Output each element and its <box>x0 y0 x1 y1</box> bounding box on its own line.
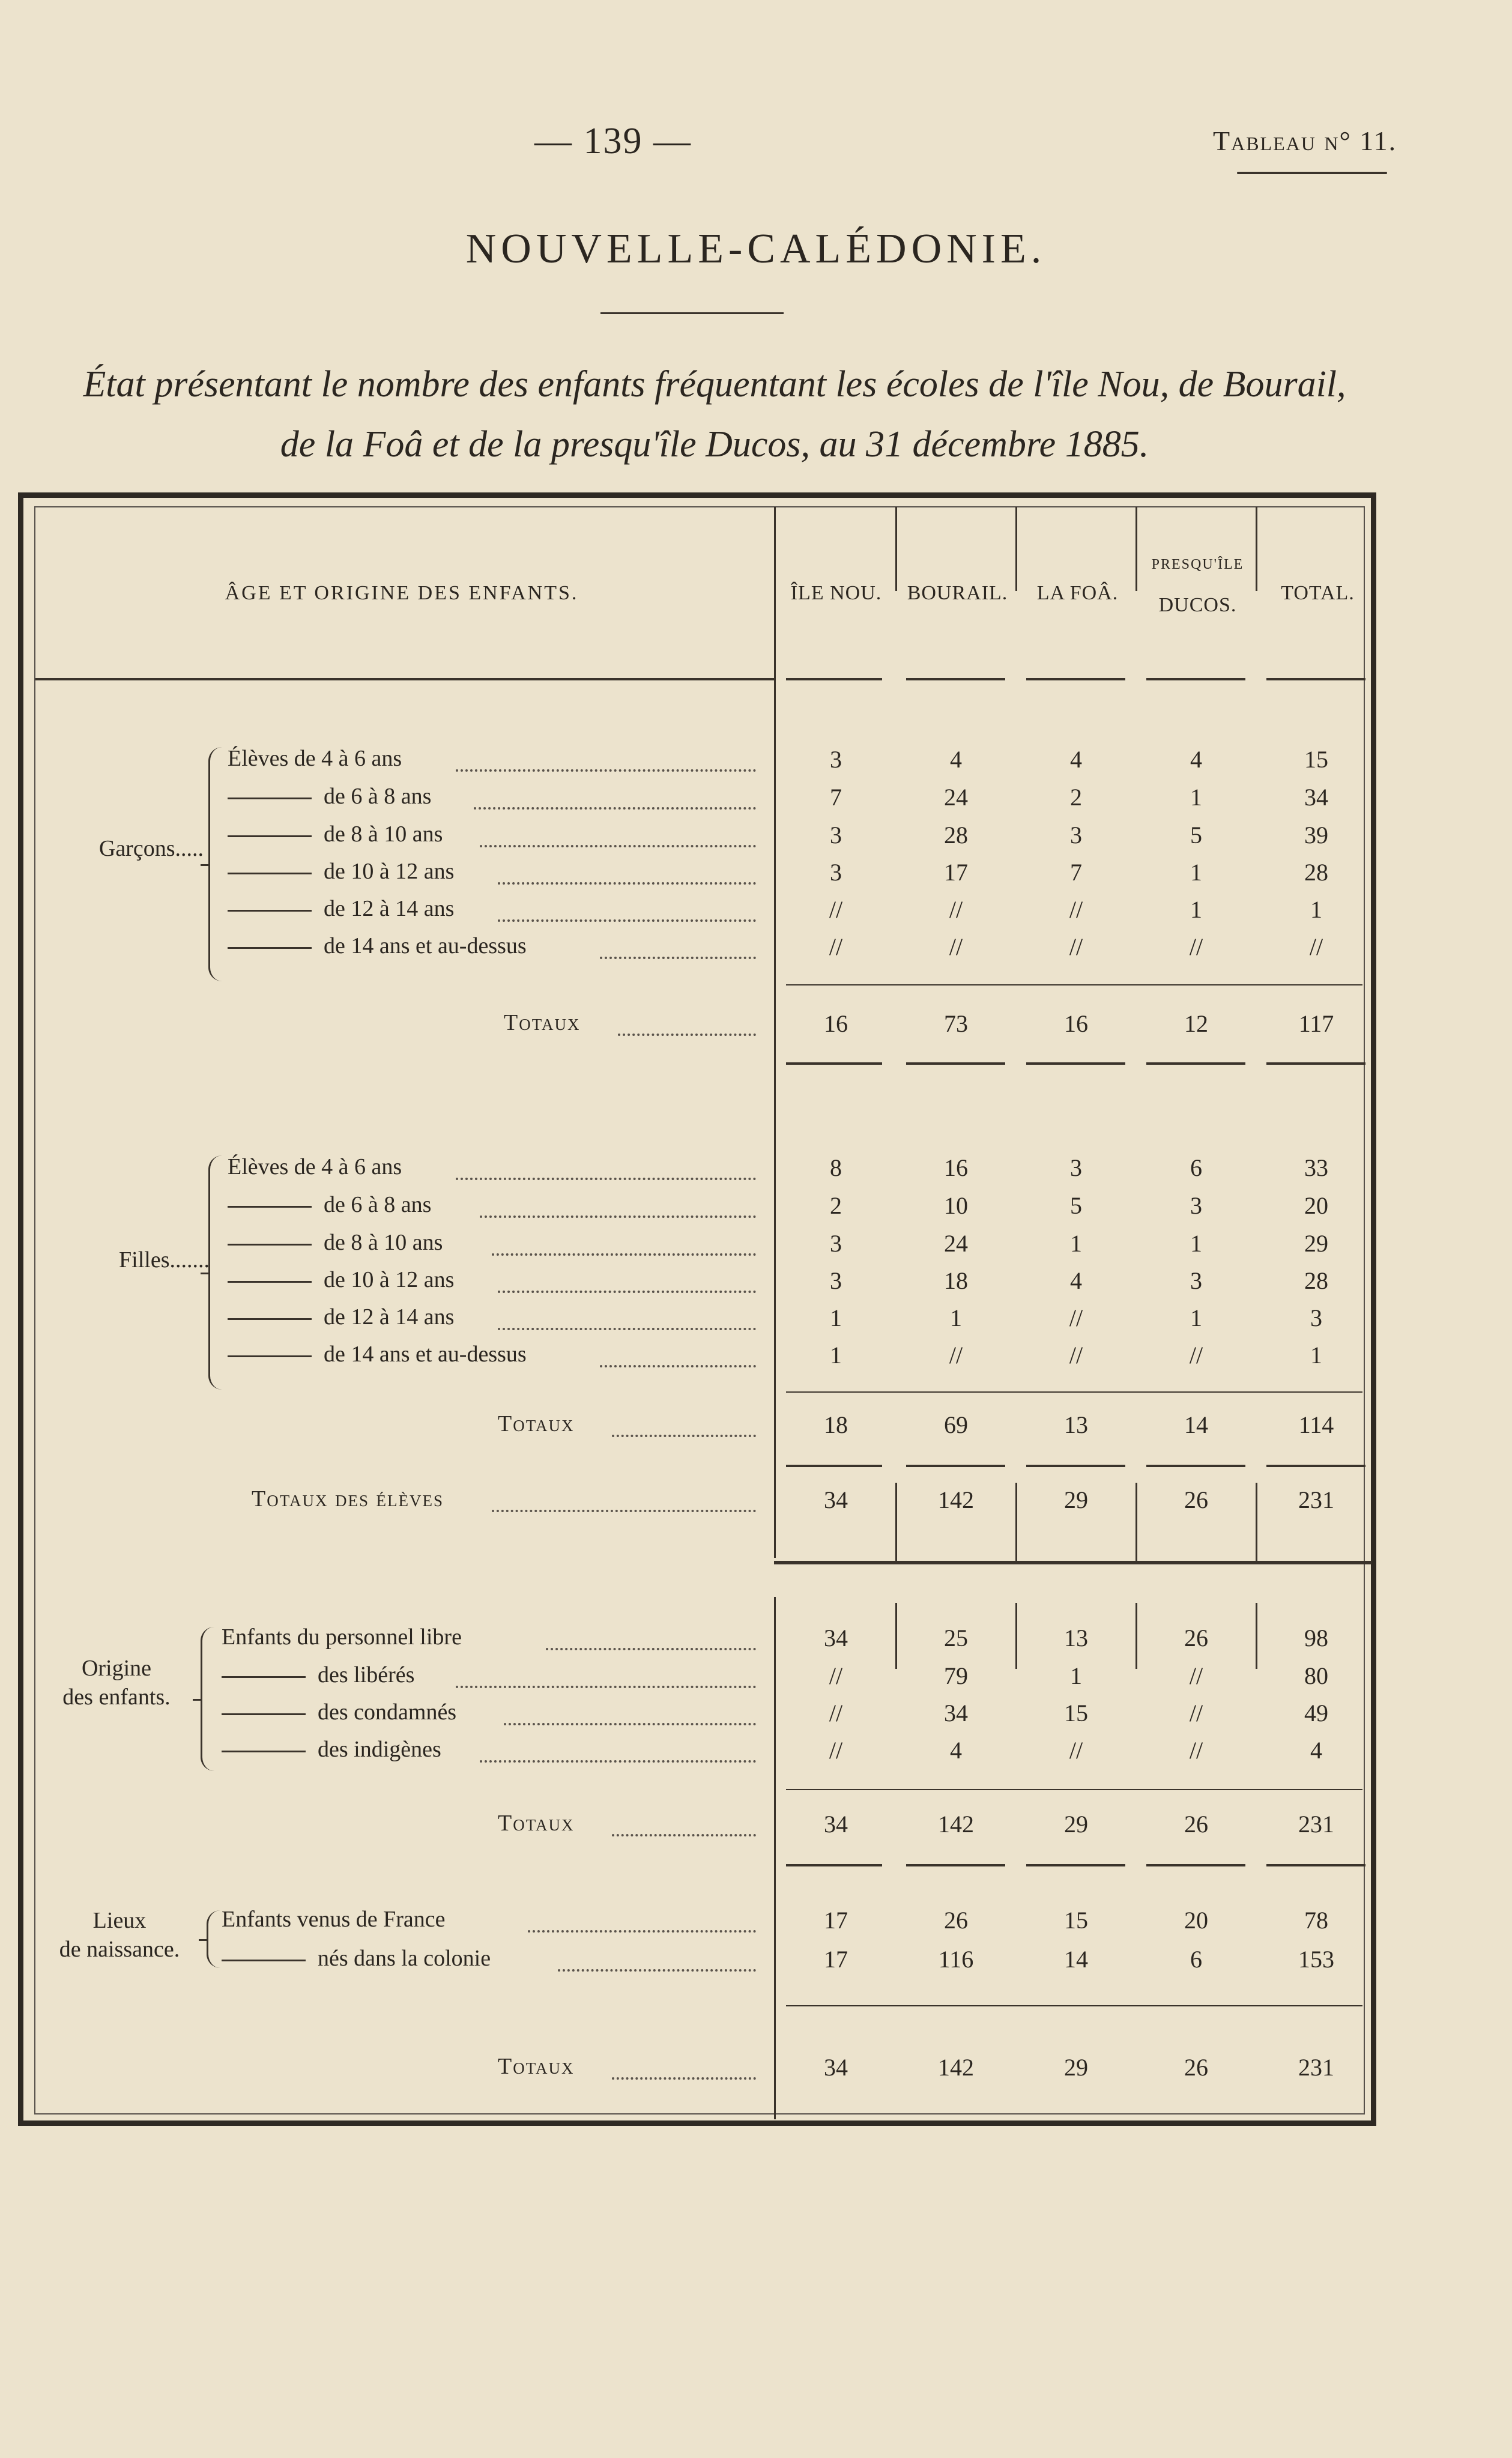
cell-bourail: 28 <box>944 822 968 849</box>
cell-la-foa: 3 <box>1070 1154 1082 1181</box>
cell-ile-nou: 17 <box>824 1946 848 1973</box>
cell-ile-nou: 3 <box>830 822 842 849</box>
totals-label-text: Totaux des élèves <box>252 1486 444 1512</box>
row-label <box>228 895 454 922</box>
cell-bourail: 26 <box>944 1907 968 1934</box>
cell-bourail: 18 <box>944 1267 968 1294</box>
cell-la-foa: 5 <box>1070 1192 1082 1219</box>
leader-dots <box>600 933 756 959</box>
cell-total: // <box>1309 933 1323 960</box>
section-rule <box>1026 1062 1125 1065</box>
row-label-text: des libérés <box>318 1662 415 1688</box>
cell-total: 28 <box>1304 1267 1328 1294</box>
cell-bourail: 34 <box>944 1700 968 1727</box>
ditto-dash <box>222 1751 306 1752</box>
cell-ducos: // <box>1189 933 1203 960</box>
header-rule <box>35 678 774 680</box>
cell-total: 20 <box>1304 1192 1328 1219</box>
naissance-line-2: de naissance. <box>59 1937 180 1962</box>
cell-ducos: // <box>1189 1342 1203 1369</box>
leader-dots <box>600 1341 756 1367</box>
cell-bourail: 73 <box>944 1010 968 1037</box>
tableau-reference: Tableau n° 11. <box>1213 126 1397 156</box>
cell-total: 49 <box>1304 1700 1328 1727</box>
cell-la-foa: 7 <box>1070 859 1082 886</box>
leader-dots <box>546 1624 756 1650</box>
column-header-ducos-bottom: DUCOS. <box>1158 594 1237 616</box>
column-header-bourail: BOURAIL. <box>907 582 1008 604</box>
header-rule <box>1146 678 1245 680</box>
cell-total: 15 <box>1304 746 1328 773</box>
cell-total: 231 <box>1298 1811 1334 1838</box>
cell-total: 39 <box>1304 822 1328 849</box>
cell-total: 80 <box>1304 1662 1328 1689</box>
row-label <box>228 1341 527 1367</box>
ditto-dash <box>228 1355 312 1357</box>
row-label: Enfants du personnel libre <box>222 1624 462 1650</box>
cell-bourail: 24 <box>944 784 968 811</box>
row-label-text: nés dans la colonie <box>318 1946 491 1971</box>
cell-total: 231 <box>1298 2054 1334 2081</box>
row-label <box>228 821 443 847</box>
row-label <box>222 1736 441 1763</box>
cell-ile-nou: // <box>829 1700 843 1727</box>
leader-dots <box>474 783 756 810</box>
section-rule <box>1146 1062 1245 1065</box>
cell-bourail: 142 <box>938 2054 974 2081</box>
row-label-text: des condamnés <box>318 1700 457 1725</box>
leader-dots <box>498 895 756 922</box>
tableau-underline <box>1237 172 1387 174</box>
column-header-ile-nou: ÎLE NOU. <box>790 582 882 604</box>
statistics-table <box>18 492 1376 2126</box>
cell-la-foa: 15 <box>1064 1700 1088 1727</box>
group-brace <box>201 1627 214 1771</box>
cell-total: 1 <box>1310 896 1322 923</box>
cell-la-foa: 2 <box>1070 784 1082 811</box>
cell-la-foa: 29 <box>1064 1486 1088 1513</box>
origine-line-2: des enfants. <box>62 1685 171 1710</box>
totals-label-text: Totaux <box>498 1411 575 1436</box>
totals-label-text: Totaux <box>504 1010 581 1035</box>
cell-ile-nou: 17 <box>824 1907 848 1934</box>
row-label <box>228 933 527 959</box>
subtitle-line-1: État présentant le nombre des enfants fréquentant les écoles de l'île Nou, de Bourail, <box>83 364 1346 405</box>
section-rule <box>786 1062 882 1065</box>
row-label-text: de 14 ans et au-dessus <box>324 1342 527 1367</box>
row-label <box>228 1191 431 1218</box>
leader-dots <box>456 1154 756 1180</box>
cell-ducos: // <box>1189 1737 1203 1764</box>
row-label <box>228 1304 454 1330</box>
leader-dots <box>528 1906 756 1933</box>
page-title: NOUVELLE-CALÉDONIE. <box>465 226 1047 272</box>
totals-label-text: Totaux <box>498 1811 575 1836</box>
cell-bourail: 10 <box>944 1192 968 1219</box>
section-rule <box>786 1465 882 1467</box>
row-label: Élèves de 4 à 6 ans <box>228 1154 402 1179</box>
leader-dots <box>456 1662 756 1688</box>
cell-bourail: 17 <box>944 859 968 886</box>
cell-bourail: 142 <box>938 1811 974 1838</box>
row-label-text: de 10 à 12 ans <box>324 1267 455 1292</box>
ditto-dash <box>228 910 312 912</box>
ditto-dash <box>228 835 312 837</box>
cell-la-foa: // <box>1069 896 1083 923</box>
section-rule <box>1026 1465 1125 1467</box>
row-label-text: de 14 ans et au-dessus <box>324 933 527 958</box>
cell-ile-nou: // <box>829 1737 843 1764</box>
group-label-origine <box>35 1654 198 1712</box>
cell-total: 29 <box>1304 1230 1328 1257</box>
leader-dots <box>612 1810 756 1836</box>
cell-ducos: 1 <box>1190 1230 1202 1257</box>
group-brace <box>208 747 222 981</box>
section-rule <box>1266 1062 1365 1065</box>
cell-ducos: 4 <box>1190 746 1202 773</box>
cell-la-foa: 29 <box>1064 2054 1088 2081</box>
row-label-text: de 12 à 14 ans <box>324 896 455 921</box>
column-divider <box>1256 507 1257 591</box>
cell-ile-nou: 2 <box>830 1192 842 1219</box>
cell-ducos: 3 <box>1190 1192 1202 1219</box>
group-brace <box>208 1155 222 1390</box>
row-label <box>222 1945 491 1972</box>
section-rule-heavy <box>774 1561 1371 1564</box>
cell-total: 114 <box>1298 1411 1334 1438</box>
cell-ducos: 20 <box>1184 1907 1208 1934</box>
row-label-text: de 6 à 8 ans <box>324 1192 432 1217</box>
section-rule <box>1266 1465 1365 1467</box>
cell-ile-nou: // <box>829 1662 843 1689</box>
section-rule <box>906 1465 1005 1467</box>
leader-dots <box>492 1486 756 1512</box>
cell-total: 117 <box>1298 1010 1334 1037</box>
leader-dots <box>498 1267 756 1293</box>
cell-la-foa: 4 <box>1070 746 1082 773</box>
group-label-filles: Filles....... <box>119 1247 210 1273</box>
section-rule <box>1266 1864 1365 1866</box>
cell-la-foa: 14 <box>1064 1946 1088 1973</box>
cell-ducos: 26 <box>1184 2054 1208 2081</box>
cell-ile-nou: 3 <box>830 859 842 886</box>
column-header-la-foa: LA FOÂ. <box>1036 582 1119 604</box>
cell-ile-nou: // <box>829 896 843 923</box>
cell-ile-nou: 1 <box>830 1304 842 1331</box>
header-rule <box>1026 678 1125 680</box>
group-brace <box>207 1910 220 1968</box>
ditto-dash <box>228 873 312 874</box>
cell-ducos: 1 <box>1190 784 1202 811</box>
ditto-dash <box>228 1318 312 1320</box>
cell-la-foa: 16 <box>1064 1010 1088 1037</box>
leader-dots <box>456 745 756 772</box>
cell-ile-nou: 7 <box>830 784 842 811</box>
cell-bourail: 4 <box>950 746 962 773</box>
row-label-text: de 8 à 10 ans <box>324 822 443 847</box>
cell-bourail: 142 <box>938 1486 974 1513</box>
cell-ducos: 1 <box>1190 1304 1202 1331</box>
row-label: Élèves de 4 à 6 ans <box>228 746 402 771</box>
row-label <box>228 1229 443 1256</box>
subtotal-rule <box>786 984 1362 985</box>
totals-label <box>504 1010 581 1036</box>
leader-dots <box>612 2053 756 2080</box>
leader-dots <box>498 1304 756 1330</box>
column-divider <box>895 507 897 591</box>
header-rule <box>786 678 882 680</box>
row-label-text: de 12 à 14 ans <box>324 1304 455 1330</box>
cell-ducos: 6 <box>1190 1154 1202 1181</box>
cell-la-foa: // <box>1069 1304 1083 1331</box>
cell-total: 231 <box>1298 1486 1334 1513</box>
cell-bourail: 69 <box>944 1411 968 1438</box>
leader-dots <box>480 1736 756 1763</box>
row-label <box>228 783 431 810</box>
section-rule <box>786 1864 882 1866</box>
origine-line-1: Origine <box>81 1656 152 1681</box>
cell-la-foa: 29 <box>1064 1811 1088 1838</box>
cell-la-foa: 3 <box>1070 822 1082 849</box>
cell-ile-nou: 8 <box>830 1154 842 1181</box>
subtotal-rule <box>786 2005 1362 2006</box>
cell-total: 1 <box>1310 1342 1322 1369</box>
title-divider <box>600 312 784 314</box>
cell-ducos: 12 <box>1184 1010 1208 1037</box>
totals-label-text: Totaux <box>498 2054 575 2079</box>
subtitle-line-2: de la Foâ et de la presqu'île Ducos, au 31 décembre 1885. <box>280 424 1149 465</box>
header-rule <box>1266 678 1365 680</box>
cell-bourail: 4 <box>950 1737 962 1764</box>
totals-label <box>498 1411 575 1437</box>
cell-ile-nou: 34 <box>824 1811 848 1838</box>
cell-la-foa: 13 <box>1064 1624 1088 1651</box>
cell-total: 3 <box>1310 1304 1322 1331</box>
cell-la-foa: 4 <box>1070 1267 1082 1294</box>
cell-total: 153 <box>1298 1946 1334 1973</box>
cell-ile-nou: 18 <box>824 1411 848 1438</box>
section-rule <box>1026 1864 1125 1866</box>
cell-total: 33 <box>1304 1154 1328 1181</box>
cell-la-foa: 1 <box>1070 1230 1082 1257</box>
totals-label <box>498 1810 575 1836</box>
header-rule <box>906 678 1005 680</box>
cell-ducos: 14 <box>1184 1411 1208 1438</box>
leader-dots <box>480 821 756 847</box>
cell-bourail: 25 <box>944 1624 968 1651</box>
cell-ducos: // <box>1189 1700 1203 1727</box>
ditto-dash <box>228 1281 312 1283</box>
row-label <box>222 1699 456 1725</box>
column-header-total: TOTAL. <box>1281 582 1355 604</box>
ditto-dash <box>228 798 312 799</box>
totals-eleves-label <box>252 1486 444 1512</box>
leader-dots <box>612 1411 756 1437</box>
ditto-dash <box>222 1960 306 1961</box>
leader-dots <box>480 1191 756 1218</box>
cell-ducos: 26 <box>1184 1624 1208 1651</box>
totals-label <box>498 2053 575 2080</box>
cell-total: 98 <box>1304 1624 1328 1651</box>
row-label-text: de 10 à 12 ans <box>324 859 455 884</box>
cell-la-foa: // <box>1069 1737 1083 1764</box>
cell-bourail: 79 <box>944 1662 968 1689</box>
column-divider <box>1015 507 1017 591</box>
column-divider <box>1136 507 1137 591</box>
cell-bourail: 1 <box>950 1304 962 1331</box>
cell-ducos: 5 <box>1190 822 1202 849</box>
cell-ile-nou: 16 <box>824 1010 848 1037</box>
cell-bourail: 116 <box>938 1946 974 1973</box>
ditto-dash <box>228 1244 312 1246</box>
page-number: — 139 — <box>534 120 692 163</box>
group-label-garcons: Garçons..... <box>98 836 204 861</box>
row-label <box>228 858 454 885</box>
cell-bourail: // <box>949 1342 963 1369</box>
section-rule <box>906 1062 1005 1065</box>
cell-bourail: 16 <box>944 1154 968 1181</box>
ditto-dash <box>228 1206 312 1208</box>
cell-ile-nou: 3 <box>830 1267 842 1294</box>
page-header <box>0 120 1512 168</box>
row-label <box>222 1662 414 1688</box>
cell-ducos: 1 <box>1190 859 1202 886</box>
cell-la-foa: 15 <box>1064 1907 1088 1934</box>
row-label-text: de 8 à 10 ans <box>324 1230 443 1255</box>
column-header-age-origine: ÂGE ET ORIGINE DES ENFANTS. <box>225 582 579 604</box>
group-label-naissance <box>35 1906 204 1964</box>
cell-bourail: // <box>949 896 963 923</box>
cell-ducos: 1 <box>1190 896 1202 923</box>
cell-total: 4 <box>1310 1737 1322 1764</box>
row-label-text: de 6 à 8 ans <box>324 784 432 809</box>
subtotal-rule <box>786 1391 1362 1393</box>
cell-ducos: 3 <box>1190 1267 1202 1294</box>
row-label-text: des indigènes <box>318 1737 441 1762</box>
cell-bourail: 24 <box>944 1230 968 1257</box>
cell-ducos: 6 <box>1190 1946 1202 1973</box>
cell-ile-nou: 1 <box>830 1342 842 1369</box>
column-header-ducos-top: PRESQU'ÎLE <box>1151 557 1244 572</box>
cell-ducos: 26 <box>1184 1811 1208 1838</box>
ditto-dash <box>222 1713 306 1715</box>
subtitle <box>54 354 1375 474</box>
cell-bourail: // <box>949 933 963 960</box>
subtotal-rule <box>786 1789 1362 1790</box>
cell-ile-nou: 3 <box>830 1230 842 1257</box>
ditto-dash <box>228 947 312 949</box>
cell-la-foa: // <box>1069 1342 1083 1369</box>
section-rule <box>1146 1465 1245 1467</box>
cell-total: 78 <box>1304 1907 1328 1934</box>
cell-total: 28 <box>1304 859 1328 886</box>
leader-dots <box>618 1010 756 1036</box>
cell-ile-nou: 3 <box>830 746 842 773</box>
naissance-line-1: Lieux <box>92 1908 147 1933</box>
cell-ile-nou: // <box>829 933 843 960</box>
leader-dots <box>558 1945 756 1972</box>
cell-total: 34 <box>1304 784 1328 811</box>
row-label <box>228 1267 454 1293</box>
cell-ile-nou: 34 <box>824 2054 848 2081</box>
section-rule <box>906 1864 1005 1866</box>
ditto-dash <box>222 1676 306 1678</box>
section-rule <box>1146 1864 1245 1866</box>
cell-la-foa: // <box>1069 933 1083 960</box>
leader-dots <box>498 858 756 885</box>
leader-dots <box>504 1699 756 1725</box>
cell-ile-nou: 34 <box>824 1486 848 1513</box>
cell-la-foa: 13 <box>1064 1411 1088 1438</box>
cell-ducos: // <box>1189 1662 1203 1689</box>
leader-dots <box>492 1229 756 1256</box>
cell-la-foa: 1 <box>1070 1662 1082 1689</box>
cell-ducos: 26 <box>1184 1486 1208 1513</box>
cell-ile-nou: 34 <box>824 1624 848 1651</box>
row-label: Enfants venus de France <box>222 1907 446 1932</box>
